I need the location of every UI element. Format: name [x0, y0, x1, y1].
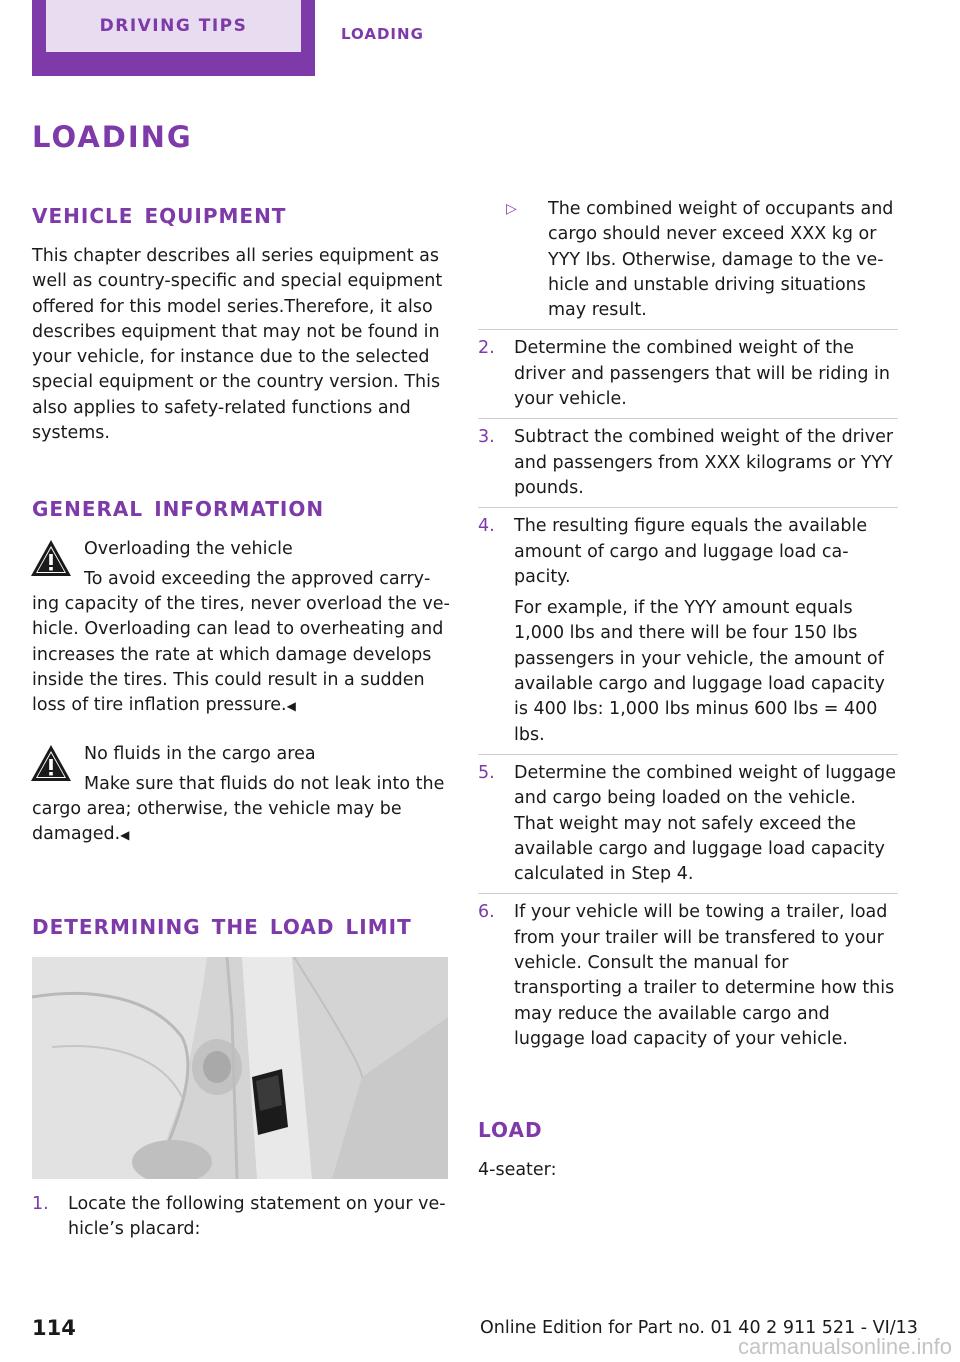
- load-heading: load: [478, 1110, 543, 1145]
- step-number: 3.: [478, 427, 495, 448]
- warning-fluids: [32, 742, 450, 848]
- warning-triangle-icon: [30, 744, 72, 782]
- step-number: 5.: [478, 762, 495, 783]
- chapter-tab[interactable]: [32, 0, 315, 76]
- warning-title: Overloading the vehicle: [84, 539, 293, 560]
- warning-body: Make sure that fluids do not leak into the cargo area; otherwise, the vehicle may be damaged.: [32, 773, 445, 845]
- warning-triangle-icon: [30, 539, 72, 577]
- vehicle-equipment-body: This chapter describes all series equipment as well as country-specific and special equipment offered for this model series.Therefore, it also describes equipment that may not be found in your vehicle, for instance due to the selected special equipment or the country version. This also applies to safety-related functions and systems.: [32, 246, 443, 444]
- divider: [478, 893, 898, 894]
- warning-title: No fluids in the cargo area: [84, 744, 316, 765]
- right-column: [478, 197, 898, 1184]
- left-column: [32, 196, 450, 1242]
- step-text: Subtract the combined weight of the driver and passengers from XXX kilograms or YYY pounds.: [514, 427, 894, 498]
- load-limit-steps-left: [32, 1192, 450, 1243]
- placard-statement-text: The combined weight of occupants and cargo should never exceed XXX kg or YYY lbs. Otherwise, damage to the vehicle and unstable driving situations may result.: [548, 199, 894, 321]
- divider: [478, 507, 898, 508]
- list-item: [478, 514, 898, 748]
- step-number: 6.: [478, 902, 495, 923]
- end-mark-icon: ◀: [120, 828, 130, 843]
- load-limit-steps-right: [478, 336, 898, 1052]
- step-text: Determine the combined weight of luggage and cargo being loaded on the vehicle. That weight may not safely exceed the available cargo and luggage load capacity calculated in Step 4.: [514, 762, 897, 885]
- watermark: carmanualsonline.info: [737, 1334, 952, 1359]
- divider: [478, 329, 898, 330]
- step-number: 4.: [478, 516, 495, 537]
- triangle-bullet-icon: ▷: [506, 201, 517, 217]
- list-item: [478, 900, 898, 1052]
- list-item: [478, 425, 898, 501]
- placard-statement: [478, 197, 898, 323]
- load-limit-heading: determining the load limit: [32, 906, 412, 941]
- step-text: The resulting figure equals the available amount of cargo and luggage load capacity.: [514, 516, 868, 587]
- end-mark-icon: ◀: [286, 699, 296, 714]
- list-item: [478, 761, 898, 887]
- step-number: 2.: [478, 338, 495, 359]
- divider: [478, 754, 898, 755]
- section-label: LOADING: [341, 25, 424, 43]
- step-text: Determine the combined weight of the driver and passengers that will be riding in your vehicle.: [514, 338, 890, 410]
- step-number: 1.: [32, 1193, 49, 1214]
- step-text: If your vehicle will be towing a trailer, load from your trailer will be transfered to your vehicle. Consult the manual for transporting a trailer to determine how this may reduce the available cargo and luggage load capacity of your vehicle.: [514, 902, 895, 1049]
- online-edition-note: Online Edition for Part no. 01 40 2 911 521 - VI/13: [480, 1318, 918, 1338]
- list-item: [32, 1192, 450, 1243]
- page-number: 114: [32, 1316, 76, 1340]
- placard-location-photo: [32, 957, 448, 1179]
- chapter-tab-label: DRIVING TIPS: [46, 0, 301, 52]
- general-information-heading: general information: [32, 489, 325, 524]
- vehicle-door-pillar-illustration: [32, 957, 448, 1179]
- list-item: [478, 336, 898, 412]
- warning-overloading: [32, 537, 450, 719]
- load-body: 4-seater:: [478, 1160, 557, 1181]
- page-title: loading: [32, 108, 193, 157]
- warning-body: To avoid exceeding the approved carrying capacity of the tires, never overload the vehicle. Overloading can lead to overheating and increases the rate at which damage develops inside the tires. This could result in a sudden loss of tire inflation pressure.: [32, 568, 450, 716]
- vehicle-equipment-heading: vehicle equipment: [32, 196, 287, 230]
- step-text: Locate the following statement on your vehicle’s placard:: [68, 1193, 446, 1239]
- step-example: For example, if the YYY amount equals 1,000 lbs and there will be four 150 lbs passengers in your vehicle, the amount of available cargo and luggage load capacity is 400 lbs: 1,000 lbs minus 600 lbs = 400 lbs.: [514, 598, 885, 745]
- divider: [478, 418, 898, 419]
